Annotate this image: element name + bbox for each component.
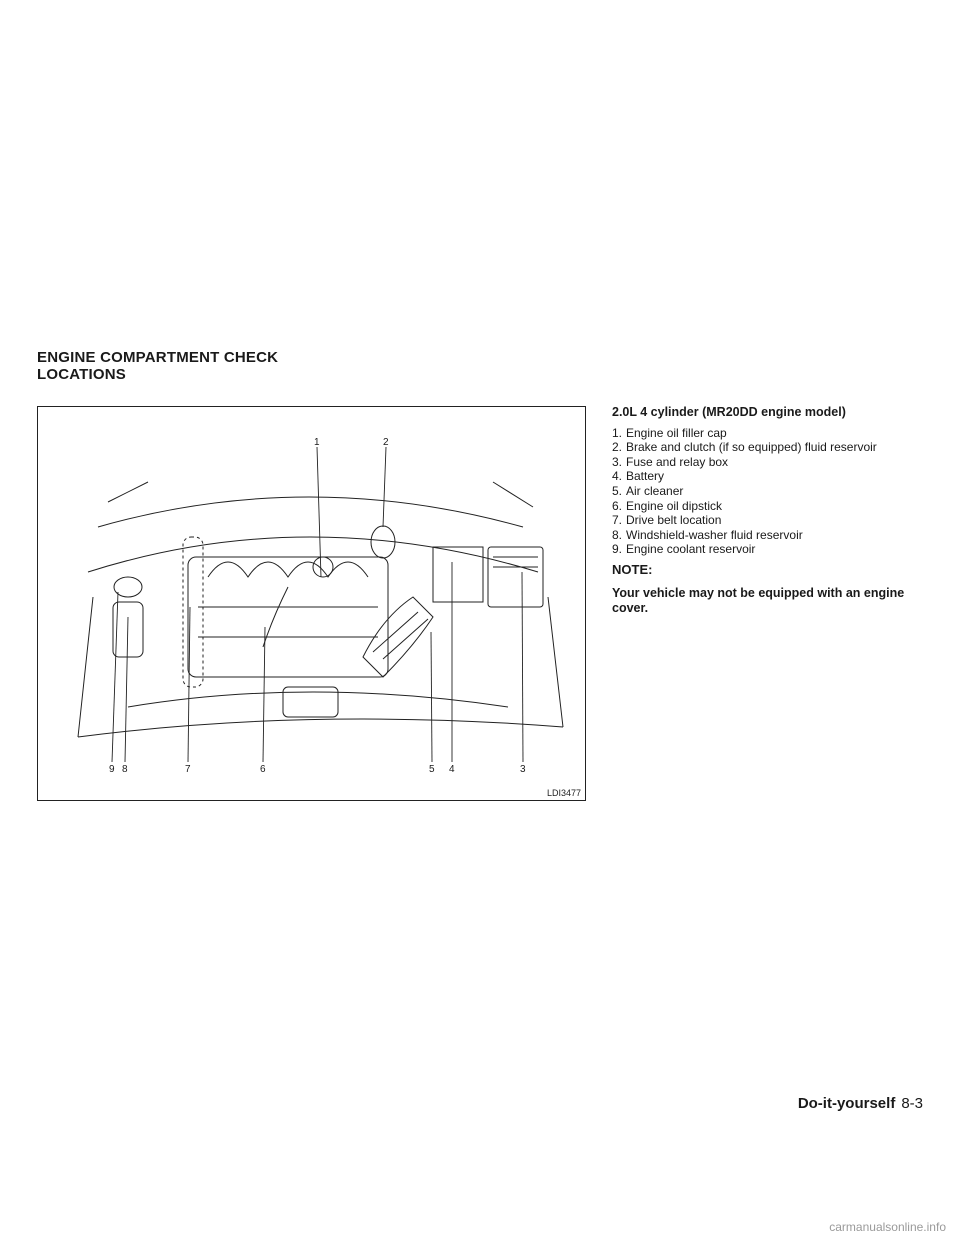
legend-item-text: Drive belt location xyxy=(626,513,722,528)
legend-item-text: Battery xyxy=(626,469,665,484)
callout-5: 5 xyxy=(429,764,435,775)
legend-item-text: Engine oil filler cap xyxy=(626,425,727,440)
fuse-box-shape xyxy=(488,547,543,607)
legend-item-number: 8. xyxy=(612,527,623,542)
legend-item xyxy=(612,528,912,543)
legend-item-text: Engine coolant reservoir xyxy=(626,542,756,557)
page-footer xyxy=(798,1095,923,1112)
dipstick-shape xyxy=(263,587,288,647)
legend-item xyxy=(612,484,912,499)
callout-9: 9 xyxy=(109,764,115,775)
callout-2: 2 xyxy=(383,437,389,448)
page-number: 8-3 xyxy=(901,1095,923,1112)
engine-block xyxy=(188,557,388,677)
legend-item xyxy=(612,455,912,470)
note-body: Your vehicle may not be equipped with an engine cover. xyxy=(612,585,905,615)
engine-compartment-figure xyxy=(37,406,586,801)
chapter-title: Do-it-yourself xyxy=(797,1095,896,1112)
callout-6: 6 xyxy=(260,764,266,775)
callout-3: 3 xyxy=(520,764,526,775)
legend-item-text: Windshield-washer fluid reservoir xyxy=(626,527,803,542)
callout-7: 7 xyxy=(185,764,191,775)
legend-item-text: Fuse and relay box xyxy=(626,454,729,469)
legend-item xyxy=(612,542,912,557)
front-bumper-line xyxy=(78,719,563,737)
legend-item-number: 4. xyxy=(612,469,623,484)
fender-lines xyxy=(78,597,563,737)
drive-belt-shape xyxy=(183,537,203,687)
note-heading: NOTE: xyxy=(612,561,653,577)
legend-item-text: Brake and clutch (if so equipped) fluid reservoir xyxy=(626,440,877,455)
callout-8: 8 xyxy=(122,764,128,775)
callout-1: 1 xyxy=(314,437,320,448)
section-title-line-1: ENGINE COMPARTMENT CHECK xyxy=(37,349,279,366)
callout-4: 4 xyxy=(449,764,455,775)
legend xyxy=(612,405,912,616)
legend-item-number: 3. xyxy=(612,454,623,469)
legend-item-number: 6. xyxy=(612,498,623,513)
legend-heading: 2.0L 4 cylinder (MR20DD engine model) xyxy=(612,405,846,419)
figure-code: LDI3477 xyxy=(546,788,581,798)
legend-item-number: 2. xyxy=(612,440,623,455)
legend-item-number: 7. xyxy=(612,513,623,528)
engine-illustration xyxy=(38,407,585,800)
legend-item xyxy=(612,513,912,528)
legend-item-number: 1. xyxy=(612,425,623,440)
legend-list xyxy=(612,426,912,557)
brake-reservoir-shape xyxy=(371,526,395,558)
legend-item-number: 5. xyxy=(612,483,623,498)
hood-line xyxy=(98,497,523,527)
legend-item-text: Engine oil dipstick xyxy=(626,498,723,513)
legend-item-text: Air cleaner xyxy=(626,483,684,498)
legend-item-number: 9. xyxy=(612,542,623,557)
legend-item xyxy=(612,426,912,441)
section-title-line-2: LOCATIONS xyxy=(37,366,127,383)
lower-panel-shape xyxy=(283,687,338,717)
legend-item xyxy=(612,499,912,514)
legend-item xyxy=(612,469,912,484)
section-title xyxy=(37,349,278,383)
oil-filler-cap-shape xyxy=(313,557,333,577)
watermark: carmanualsonline.info xyxy=(829,1220,946,1234)
legend-item xyxy=(612,440,912,455)
